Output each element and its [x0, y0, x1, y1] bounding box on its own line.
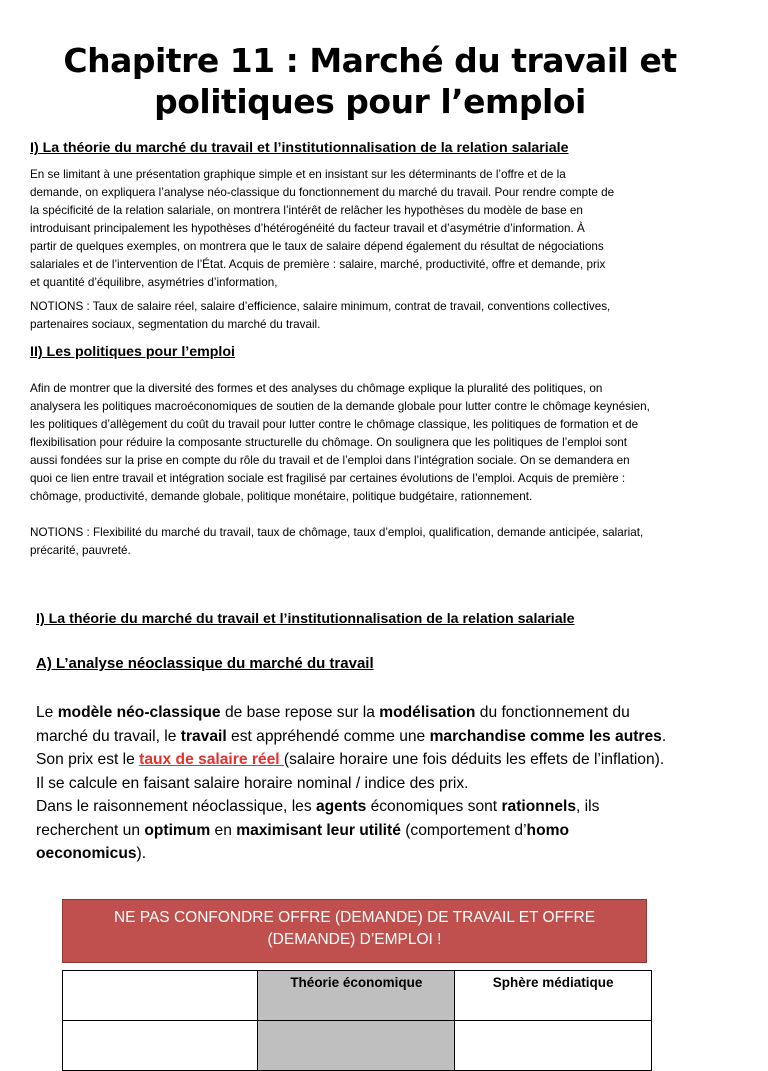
text-line: oeconomicus).	[36, 845, 147, 862]
section3-heading: I) La théorie du marché du travail et l’institutionnalisation de la relation salariale	[36, 611, 575, 627]
text-line: salariales et de l’intervention de l’État. Acquis de première : salaire, marché, productivité, offre et demande, prix	[30, 258, 606, 271]
section1-paragraph	[30, 166, 715, 292]
text-line: Son prix est le taux de salaire réel (salaire horaire une fois déduits les effets de l’inflation).	[36, 751, 665, 768]
section1-heading: I) La théorie du marché du travail et l’institutionnalisation de la relation salariale	[30, 140, 569, 156]
table-cell	[63, 1021, 258, 1071]
table-header-theorie: Théorie économique	[258, 971, 455, 1021]
text-line: et quantité d’équilibre, asymétries d’information,	[30, 276, 278, 289]
text-line: la spécificité de la relation salariale, on montrera l’intérêt de relâcher les hypothèses du modèle de base en	[30, 204, 583, 217]
text-line: chômage, productivité, demande globale, politique monétaire, politique budgétaire, rationnement.	[30, 490, 533, 503]
table-row	[63, 971, 652, 1021]
section2-paragraph	[30, 380, 758, 506]
banner-line-1: NE PAS CONFONDRE OFFRE (DEMANDE) DE TRAVAIL ET OFFRE	[113, 909, 596, 926]
text-line: partir de quelques exemples, on montrera que le taux de salaire dépend également du résultat de négociations	[30, 240, 604, 253]
section2-notions	[30, 524, 760, 560]
warning-banner	[62, 899, 647, 963]
text-line: partenaires sociaux, segmentation du marché du travail.	[30, 318, 321, 331]
text-line: Afin de montrer que la diversité des formes et des analyses du chômage explique la pluralité des politiques, on	[30, 382, 603, 395]
section2-heading: II) Les politiques pour l’emploi	[30, 344, 235, 360]
title-line-2: politiques pour l’emploi	[154, 82, 586, 121]
section3-body	[36, 701, 756, 866]
table-cell	[258, 1021, 455, 1071]
text-line: demande, on expliquera l’analyse néo-classique du fonctionnement du marché du travail. Pour rendre compte de	[30, 186, 615, 199]
text-line: aussi fondées sur la prise en compte du rôle du travail et de l’emploi dans l’intégration sociale. On se demandera en	[30, 454, 630, 467]
text-line: introduisant principalement les hypothèses d’hétérogénéité du facteur travail et d’asymétrie d’information. À	[30, 222, 585, 235]
table-cell	[455, 1021, 652, 1071]
text-line: précarité, pauvreté.	[30, 544, 131, 557]
section3-subheading: A) L’analyse néoclassique du marché du travail	[36, 655, 374, 672]
text-line: quoi ce lien entre travail et intégration sociale est fragilisé par certaines évolutions de l’emploi. Acquis de première :	[30, 472, 626, 485]
text-line: Il se calcule en faisant salaire horaire nominal / indice des prix.	[36, 774, 469, 792]
section1-notions	[30, 298, 730, 334]
table-header-cell-empty	[63, 971, 258, 1021]
table-row	[63, 1021, 652, 1071]
text-line: flexibilisation pour réduire la composante structurelle du chômage. On soulignera que les politiques de l’emploi sont	[30, 436, 628, 449]
text-line: En se limitant à une présentation graphique simple et en insistant sur les déterminants de l’offre et de la	[30, 168, 566, 181]
text-line: Dans le raisonnement néoclassique, les agents économiques sont rationnels, ils	[36, 798, 600, 815]
title-line-1: Chapitre 11 : Marché du travail et	[63, 41, 677, 80]
text-line: recherchent un optimum en maximisant leur utilité (comportement d’homo	[36, 821, 569, 839]
text-line: NOTIONS : Flexibilité du marché du travail, taux de chômage, taux d’emploi, qualification, demande anticipée, salariat,	[30, 526, 644, 539]
page-title	[0, 40, 740, 122]
banner-line-2: (DEMANDE) D’EMPLOI !	[267, 931, 442, 948]
key-term-highlight: taux de salaire réel	[139, 751, 284, 768]
text-line: Le modèle néo-classique de base repose sur la modélisation du fonctionnement du	[36, 704, 630, 721]
comparison-table	[62, 970, 652, 1071]
text-line: NOTIONS : Taux de salaire réel, salaire d’efficience, salaire minimum, contrat de travail, conventions collectives,	[30, 300, 611, 313]
table-header-sphere: Sphère médiatique	[455, 971, 652, 1021]
text-line: marché du travail, le travail est appréhendé comme une marchandise comme les autres.	[36, 727, 667, 745]
text-line: analysera les politiques macroéconomiques de soutien de la demande globale pour lutter contre le chômage keynésien,	[30, 400, 650, 413]
text-line: les politiques d’allègement du coût du travail pour lutter contre le chômage classique, les politiques de formation et de	[30, 418, 639, 431]
